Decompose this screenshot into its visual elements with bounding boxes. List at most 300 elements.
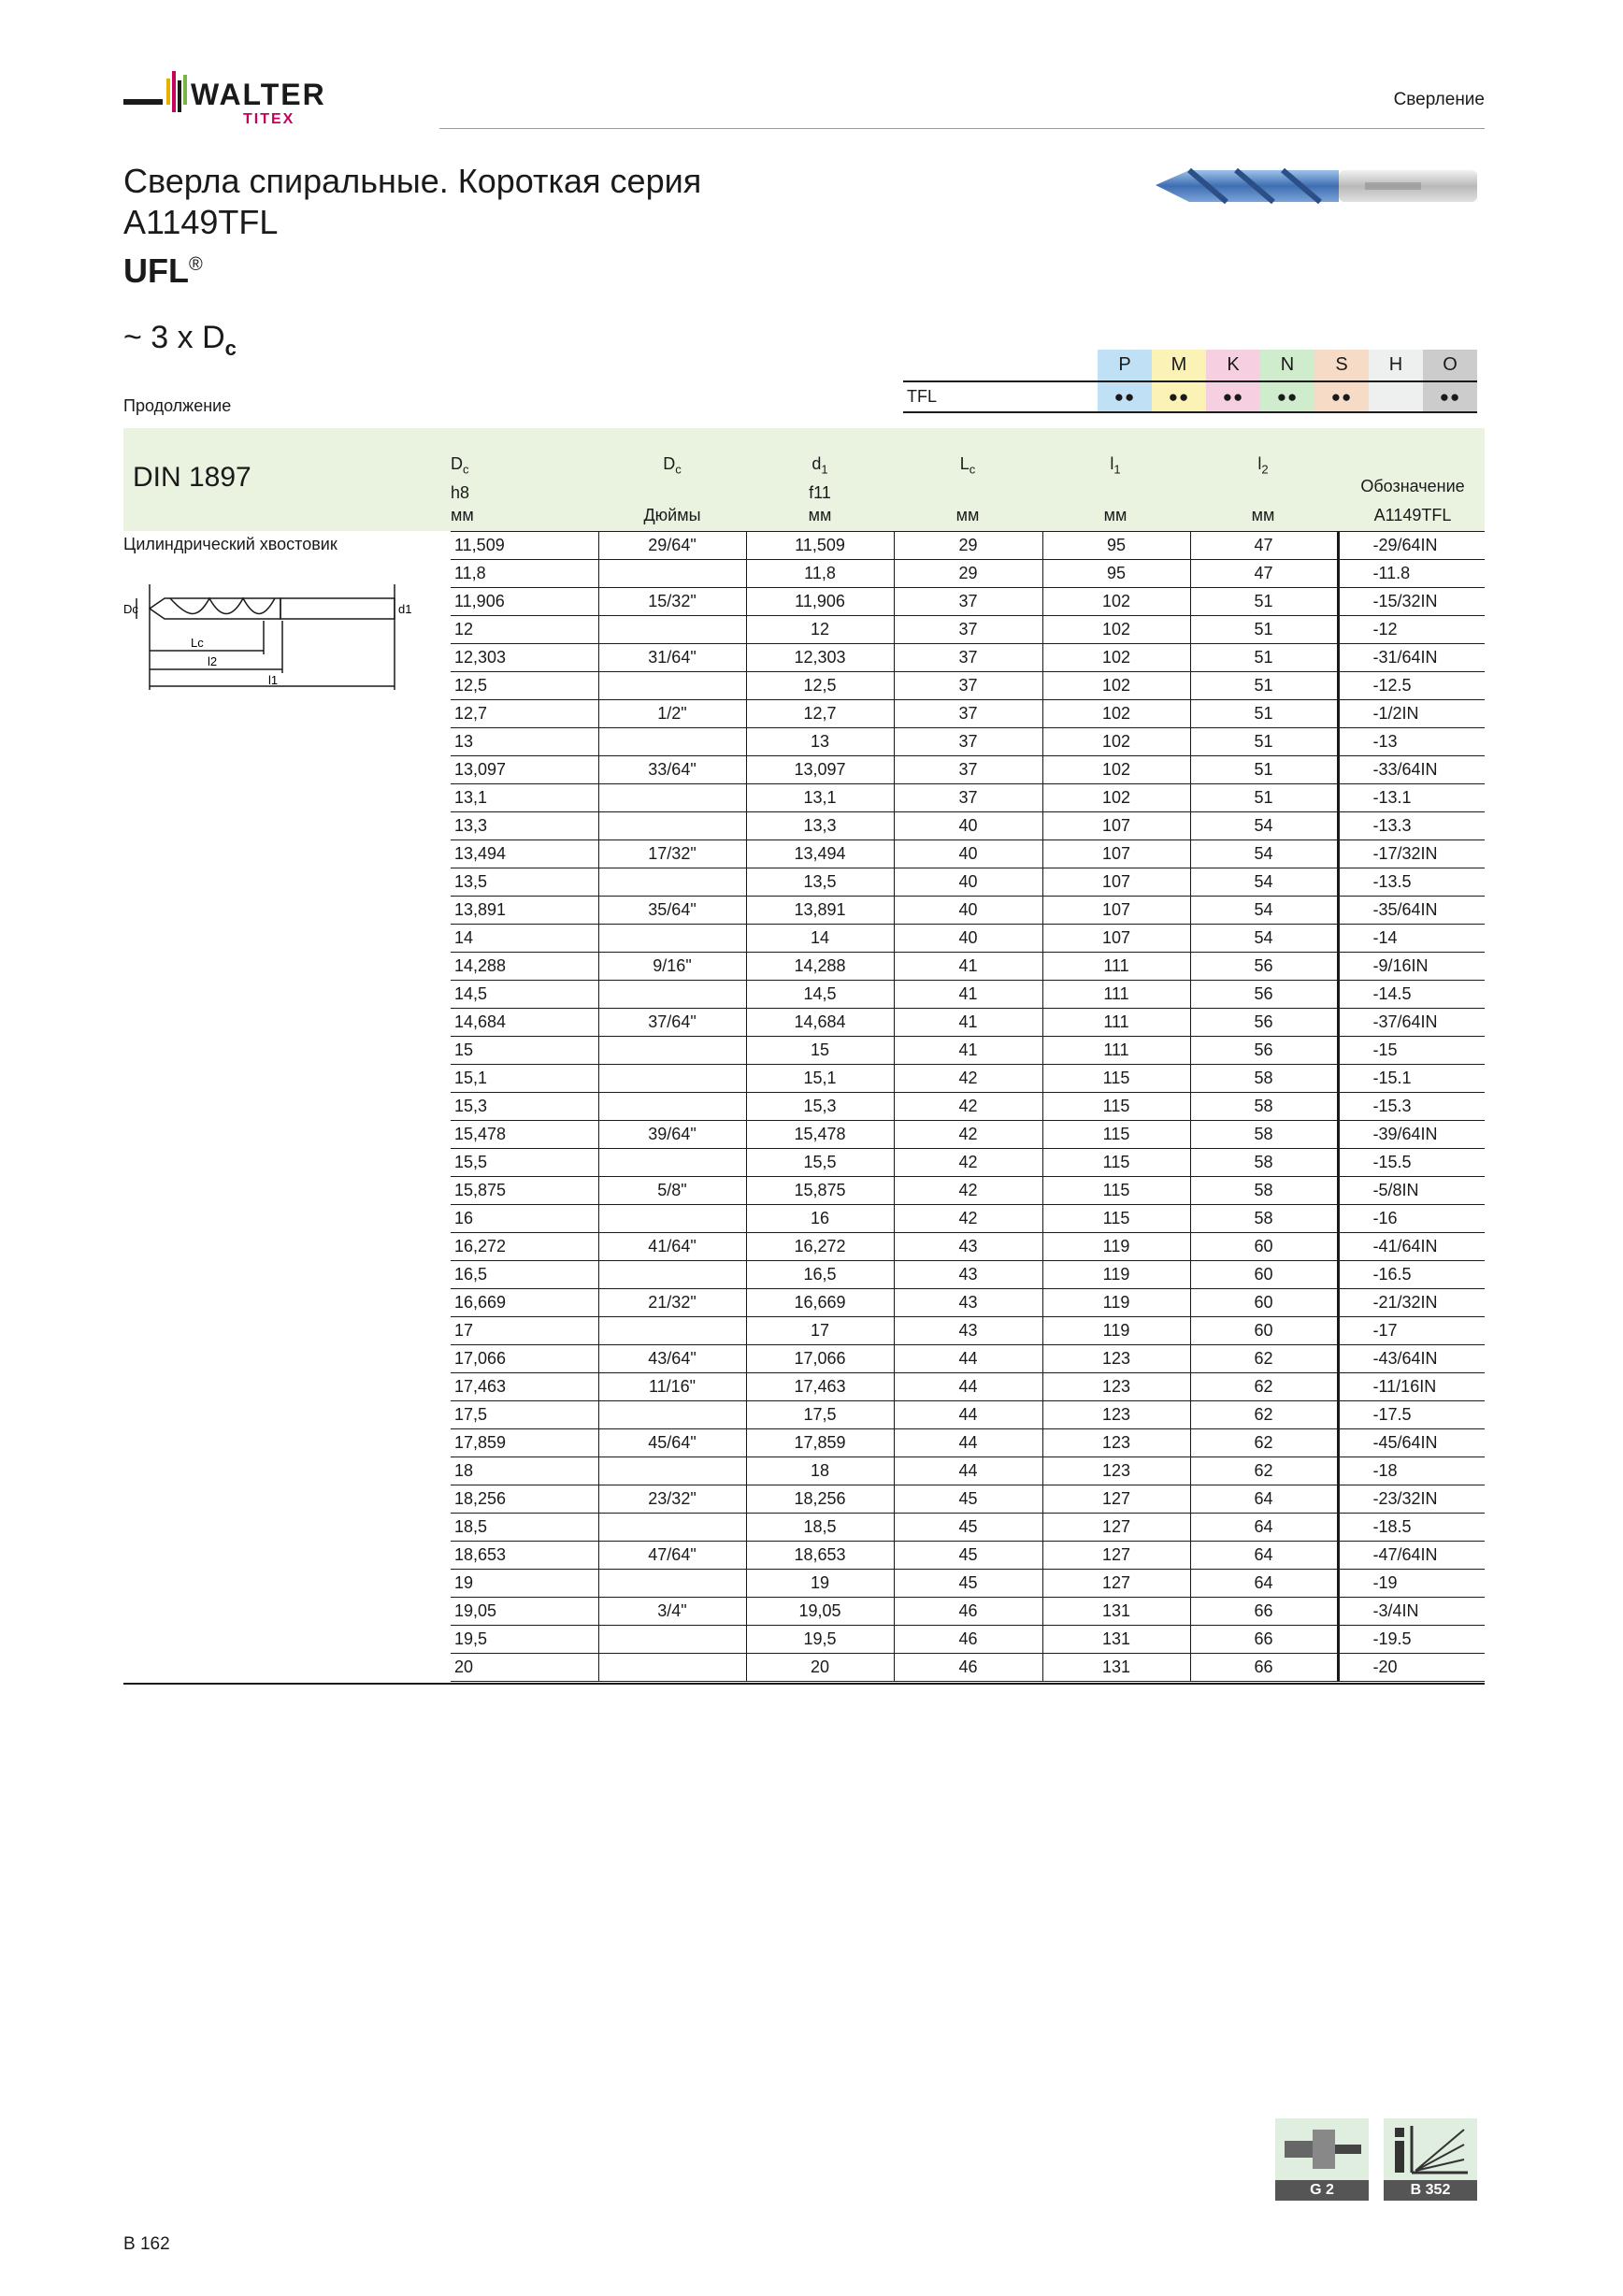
table-cell-d1: 20 [746, 1654, 894, 1682]
table-cell-dc-in: 47/64" [598, 1542, 746, 1570]
table-cell-l1: 119 [1042, 1261, 1190, 1289]
table-cell-d1: 13,5 [746, 868, 894, 897]
standard-label: DIN 1897 [133, 462, 251, 493]
table-cell-code: -15/32IN [1338, 588, 1485, 616]
table-cell-code: -5/8IN [1338, 1177, 1485, 1205]
table-cell-l1: 123 [1042, 1457, 1190, 1485]
table-row [451, 925, 1485, 953]
table-row [451, 1121, 1485, 1149]
header-symbol: d [812, 454, 822, 473]
table-cell-code: -14.5 [1338, 981, 1485, 1009]
table-cell-dc-h8: 16,272 [451, 1233, 598, 1261]
table-cell-d1: 16,669 [746, 1289, 894, 1317]
table-cell-d1: 11,509 [746, 532, 894, 560]
table-cell-d1: 16,5 [746, 1261, 894, 1289]
table-row [451, 1514, 1485, 1542]
table-cell-dc-in: 1/2" [598, 700, 746, 728]
table-cell-l1: 107 [1042, 812, 1190, 840]
table-cell-l1: 95 [1042, 560, 1190, 588]
table-cell-d1: 18,256 [746, 1485, 894, 1514]
drill-dimension-diagram [123, 580, 412, 701]
table-cell-l2: 54 [1190, 925, 1338, 953]
table-cell-d1: 15,3 [746, 1093, 894, 1121]
table-row [451, 1233, 1485, 1261]
table-cell-l1: 119 [1042, 1233, 1190, 1261]
table-cell-dc-h8: 15,3 [451, 1093, 598, 1121]
product-line [123, 243, 701, 293]
table-cell-l1: 115 [1042, 1065, 1190, 1093]
table-cell-dc-in [598, 1149, 746, 1177]
table-cell-dc-h8: 14,288 [451, 953, 598, 981]
table-cell-d1: 16,272 [746, 1233, 894, 1261]
table-cell-dc-in: 17/32" [598, 840, 746, 868]
table-cell-d1: 16 [746, 1205, 894, 1233]
table-cell-d1: 19,5 [746, 1626, 894, 1654]
table-cell-code: -15 [1338, 1037, 1485, 1065]
header-subscript: 2 [1261, 462, 1269, 477]
depth-sub: c [224, 336, 237, 360]
header-symbol: Обозначение [1360, 477, 1465, 495]
table-cell-l2: 62 [1190, 1401, 1338, 1429]
table-cell-l2: 51 [1190, 700, 1338, 728]
table-cell-code: -16.5 [1338, 1261, 1485, 1289]
table-cell-l2: 56 [1190, 953, 1338, 981]
table-cell-dc-in: 21/32" [598, 1289, 746, 1317]
table-cell-code: -31/64IN [1338, 644, 1485, 672]
header-line2 [1189, 481, 1337, 504]
table-row [451, 644, 1485, 672]
table-row [451, 1373, 1485, 1401]
table-cell-l2: 56 [1190, 1037, 1338, 1065]
table-cell-code: -18.5 [1338, 1514, 1485, 1542]
reference-g2[interactable] [1275, 2118, 1369, 2201]
table-cell-d1: 12,7 [746, 700, 894, 728]
table-cell-l2: 51 [1190, 644, 1338, 672]
table-cell-l1: 123 [1042, 1373, 1190, 1401]
header-symbol: l [1257, 454, 1262, 473]
table-cell-l1: 102 [1042, 644, 1190, 672]
table-cell-l1: 115 [1042, 1093, 1190, 1121]
table-cell-d1: 18,5 [746, 1514, 894, 1542]
table-cell-code: -17 [1338, 1317, 1485, 1345]
table-cell-lc: 41 [894, 1037, 1042, 1065]
table-row [451, 1009, 1485, 1037]
material-table [903, 350, 1477, 413]
material-rating-k: ●● [1206, 382, 1260, 411]
table-cell-code: -13 [1338, 728, 1485, 756]
column-header-l1 [1041, 452, 1189, 526]
table-cell-l2: 58 [1190, 1065, 1338, 1093]
table-cell-lc: 45 [894, 1542, 1042, 1570]
table-cell-l1: 127 [1042, 1514, 1190, 1542]
table-cell-dc-in [598, 728, 746, 756]
table-row [451, 953, 1485, 981]
table-cell-l2: 64 [1190, 1570, 1338, 1598]
table-cell-lc: 42 [894, 1065, 1042, 1093]
table-cell-dc-h8: 16 [451, 1205, 598, 1233]
table-cell-dc-in: 9/16" [598, 953, 746, 981]
table-cell-l2: 51 [1190, 756, 1338, 784]
table-cell-dc-h8: 18,256 [451, 1485, 598, 1514]
table-cell-dc-h8: 19,5 [451, 1626, 598, 1654]
table-cell-l2: 62 [1190, 1345, 1338, 1373]
table-cell-code: -9/16IN [1338, 953, 1485, 981]
table-row [451, 560, 1485, 588]
table-cell-code: -41/64IN [1338, 1233, 1485, 1261]
table-cell-lc: 46 [894, 1626, 1042, 1654]
table-cell-l1: 111 [1042, 953, 1190, 981]
table-cell-lc: 45 [894, 1570, 1042, 1598]
table-row [451, 1317, 1485, 1345]
table-cell-dc-h8: 18,653 [451, 1542, 598, 1570]
table-cell-dc-in [598, 1205, 746, 1233]
table-cell-l2: 54 [1190, 897, 1338, 925]
table-cell-code: -3/4IN [1338, 1598, 1485, 1626]
table-cell-code: -19 [1338, 1570, 1485, 1598]
table-cell-lc: 37 [894, 700, 1042, 728]
table-cell-code: -37/64IN [1338, 1009, 1485, 1037]
table-cell-dc-h8: 17,859 [451, 1429, 598, 1457]
table-cell-dc-in: 11/16" [598, 1373, 746, 1401]
table-cell-dc-in: 41/64" [598, 1233, 746, 1261]
table-cell-d1: 17,859 [746, 1429, 894, 1457]
table-row [451, 1037, 1485, 1065]
table-cell-l1: 107 [1042, 897, 1190, 925]
table-cell-d1: 18,653 [746, 1542, 894, 1570]
table-cell-l2: 60 [1190, 1233, 1338, 1261]
table-cell-l1: 131 [1042, 1654, 1190, 1682]
table-cell-l1: 107 [1042, 868, 1190, 897]
table-row [451, 981, 1485, 1009]
brand-text: WALTER [191, 78, 326, 111]
header-subscript: 1 [821, 462, 828, 477]
table-cell-d1: 13,891 [746, 897, 894, 925]
table-cell-code: -11/16IN [1338, 1373, 1485, 1401]
table-cell-dc-h8: 18,5 [451, 1514, 598, 1542]
table-cell-dc-in [598, 784, 746, 812]
table-cell-l1: 119 [1042, 1289, 1190, 1317]
table-cell-code: -47/64IN [1338, 1542, 1485, 1570]
table-cell-dc-in: 5/8" [598, 1177, 746, 1205]
table-cell-l2: 60 [1190, 1289, 1338, 1317]
table-cell-dc-h8: 11,8 [451, 560, 598, 588]
table-cell-l2: 54 [1190, 812, 1338, 840]
table-cell-l2: 62 [1190, 1429, 1338, 1457]
table-row [451, 1654, 1485, 1682]
column-header-lc [894, 452, 1041, 526]
table-cell-lc: 42 [894, 1149, 1042, 1177]
table-cell-l1: 102 [1042, 616, 1190, 644]
table-cell-l1: 127 [1042, 1542, 1190, 1570]
table-cell-lc: 29 [894, 560, 1042, 588]
table-bottom-rule [123, 1683, 1485, 1685]
table-cell-dc-in [598, 981, 746, 1009]
table-cell-code: -13.5 [1338, 868, 1485, 897]
header-symbol: l [1110, 454, 1114, 473]
table-cell-d1: 11,906 [746, 588, 894, 616]
table-cell-dc-h8: 11,509 [451, 532, 598, 560]
table-cell-d1: 11,8 [746, 560, 894, 588]
table-row [451, 672, 1485, 700]
table-cell-l2: 66 [1190, 1626, 1338, 1654]
product-code: A1149TFL [123, 203, 279, 241]
table-cell-lc: 43 [894, 1317, 1042, 1345]
info-chart-icon [1384, 2118, 1477, 2180]
table-cell-code: -21/32IN [1338, 1289, 1485, 1317]
table-cell-l1: 102 [1042, 700, 1190, 728]
table-cell-dc-in [598, 812, 746, 840]
table-cell-d1: 13,1 [746, 784, 894, 812]
material-group-p: P [1098, 350, 1152, 380]
table-cell-lc: 44 [894, 1373, 1042, 1401]
table-cell-dc-in: 29/64" [598, 532, 746, 560]
table-cell-lc: 44 [894, 1457, 1042, 1485]
header-divider [439, 128, 1485, 129]
table-row [451, 1429, 1485, 1457]
table-cell-d1: 19,05 [746, 1598, 894, 1626]
table-cell-dc-in: 43/64" [598, 1345, 746, 1373]
table-cell-dc-in [598, 1401, 746, 1429]
table-cell-dc-h8: 15,478 [451, 1121, 598, 1149]
d1-diagram-label: d1 [398, 602, 412, 616]
table-cell-dc-h8: 13 [451, 728, 598, 756]
table-cell-code: -16 [1338, 1205, 1485, 1233]
table-cell-l2: 60 [1190, 1261, 1338, 1289]
table-row [451, 756, 1485, 784]
table-cell-dc-in: 33/64" [598, 756, 746, 784]
dimensions-table [451, 531, 1485, 1682]
table-cell-lc: 44 [894, 1401, 1042, 1429]
table-cell-l1: 102 [1042, 784, 1190, 812]
brand-sub-text: TITEX [243, 111, 295, 127]
table-cell-d1: 17,066 [746, 1345, 894, 1373]
reference-label: B 352 [1384, 2180, 1477, 2201]
header-unit: мм [1103, 505, 1127, 524]
table-cell-code: -20 [1338, 1654, 1485, 1682]
material-dots-row [903, 380, 1477, 413]
table-cell-d1: 17,463 [746, 1373, 894, 1401]
table-cell-dc-h8: 14 [451, 925, 598, 953]
table-cell-d1: 17 [746, 1317, 894, 1345]
table-cell-lc: 40 [894, 840, 1042, 868]
table-cell-l1: 102 [1042, 728, 1190, 756]
table-cell-l1: 123 [1042, 1345, 1190, 1373]
table-cell-l2: 51 [1190, 728, 1338, 756]
table-cell-dc-in [598, 1065, 746, 1093]
registered-mark: ® [188, 254, 203, 275]
table-cell-dc-in [598, 1654, 746, 1682]
header-unit: A1149TFL [1373, 505, 1452, 524]
table-cell-l2: 58 [1190, 1177, 1338, 1205]
table-cell-d1: 12,5 [746, 672, 894, 700]
table-cell-code: -15.3 [1338, 1093, 1485, 1121]
table-cell-d1: 15,5 [746, 1149, 894, 1177]
table-cell-l1: 115 [1042, 1121, 1190, 1149]
table-cell-l2: 51 [1190, 616, 1338, 644]
material-group-n: N [1260, 350, 1314, 380]
table-cell-code: -19.5 [1338, 1626, 1485, 1654]
table-cell-d1: 15 [746, 1037, 894, 1065]
table-row [451, 1542, 1485, 1570]
depth-label [123, 320, 237, 361]
table-cell-l1: 119 [1042, 1317, 1190, 1345]
table-cell-dc-h8: 19,05 [451, 1598, 598, 1626]
table-cell-code: -35/64IN [1338, 897, 1485, 925]
table-cell-dc-in: 39/64" [598, 1121, 746, 1149]
table-cell-d1: 17,5 [746, 1401, 894, 1429]
table-cell-l2: 62 [1190, 1373, 1338, 1401]
table-cell-l1: 131 [1042, 1598, 1190, 1626]
table-cell-dc-h8: 19 [451, 1570, 598, 1598]
page-number: B 162 [123, 2234, 170, 2254]
table-row [451, 1065, 1485, 1093]
table-cell-dc-in [598, 1317, 746, 1345]
table-cell-l2: 58 [1190, 1149, 1338, 1177]
table-cell-d1: 13 [746, 728, 894, 756]
table-cell-code: -33/64IN [1338, 756, 1485, 784]
table-cell-l1: 107 [1042, 840, 1190, 868]
table-row [451, 1570, 1485, 1598]
shank-label: Цилиндрический хвостовик [123, 535, 338, 553]
table-cell-dc-h8: 13,891 [451, 897, 598, 925]
table-cell-l2: 60 [1190, 1317, 1338, 1345]
table-cell-lc: 37 [894, 728, 1042, 756]
material-rating-o: ●● [1423, 382, 1477, 411]
reference-b352[interactable] [1384, 2118, 1477, 2201]
table-cell-dc-in: 31/64" [598, 644, 746, 672]
table-cell-dc-h8: 12,303 [451, 644, 598, 672]
table-cell-d1: 14 [746, 925, 894, 953]
table-cell-dc-h8: 17 [451, 1317, 598, 1345]
table-cell-dc-in [598, 1514, 746, 1542]
table-cell-dc-in [598, 1457, 746, 1485]
table-cell-l2: 56 [1190, 1009, 1338, 1037]
header-unit: мм [808, 505, 832, 524]
header-unit: мм [955, 505, 980, 524]
table-cell-code: -11.8 [1338, 560, 1485, 588]
header-subscript: c [969, 462, 976, 477]
table-row [451, 784, 1485, 812]
l2-diagram-label: l2 [208, 654, 218, 668]
table-row [451, 616, 1485, 644]
continuation-label: Продолжение [123, 396, 232, 415]
table-cell-l2: 54 [1190, 840, 1338, 868]
table-cell-d1: 12,303 [746, 644, 894, 672]
material-group-m: M [1152, 350, 1206, 380]
table-cell-dc-h8: 13,1 [451, 784, 598, 812]
section-label: Сверление [1393, 90, 1485, 109]
table-cell-l1: 131 [1042, 1626, 1190, 1654]
table-row [451, 1149, 1485, 1177]
table-row [451, 840, 1485, 868]
table-cell-lc: 41 [894, 953, 1042, 981]
table-cell-lc: 37 [894, 616, 1042, 644]
table-cell-lc: 44 [894, 1345, 1042, 1373]
header-line2 [598, 481, 746, 504]
table-row [451, 1345, 1485, 1373]
table-cell-l2: 58 [1190, 1121, 1338, 1149]
table-cell-lc: 37 [894, 784, 1042, 812]
table-cell-lc: 37 [894, 588, 1042, 616]
table-cell-dc-in: 15/32" [598, 588, 746, 616]
table-cell-d1: 12 [746, 616, 894, 644]
table-cell-lc: 37 [894, 756, 1042, 784]
table-cell-l1: 102 [1042, 756, 1190, 784]
material-group-s: S [1314, 350, 1369, 380]
table-cell-code: -17.5 [1338, 1401, 1485, 1429]
table-header [123, 428, 1485, 531]
table-cell-dc-h8: 14,5 [451, 981, 598, 1009]
table-cell-dc-in [598, 1037, 746, 1065]
table-cell-dc-in: 3/4" [598, 1598, 746, 1626]
table-cell-l1: 123 [1042, 1429, 1190, 1457]
table-cell-lc: 42 [894, 1177, 1042, 1205]
table-cell-l1: 127 [1042, 1485, 1190, 1514]
table-cell-dc-in [598, 1261, 746, 1289]
table-cell-code: -13.1 [1338, 784, 1485, 812]
table-row [451, 1289, 1485, 1317]
table-cell-lc: 45 [894, 1514, 1042, 1542]
lc-diagram-label: Lc [191, 636, 204, 650]
table-cell-dc-h8: 12,7 [451, 700, 598, 728]
column-header-l2 [1189, 452, 1337, 526]
table-cell-dc-in: 45/64" [598, 1429, 746, 1457]
table-cell-code: -39/64IN [1338, 1121, 1485, 1149]
table-cell-dc-h8: 17,5 [451, 1401, 598, 1429]
table-cell-dc-h8: 13,5 [451, 868, 598, 897]
table-cell-d1: 15,875 [746, 1177, 894, 1205]
material-rating-h [1369, 382, 1423, 411]
table-cell-d1: 15,1 [746, 1065, 894, 1093]
material-row-label: TFL [907, 387, 938, 406]
material-group-o: O [1423, 350, 1477, 380]
walter-titex-logo [123, 58, 404, 133]
table-cell-d1: 15,478 [746, 1121, 894, 1149]
table-cell-lc: 42 [894, 1121, 1042, 1149]
material-group-h: H [1369, 350, 1423, 380]
column-header-dc-h8 [451, 452, 598, 526]
table-cell-l1: 123 [1042, 1401, 1190, 1429]
drill-image [1152, 157, 1481, 215]
table-cell-lc: 41 [894, 981, 1042, 1009]
table-cell-dc-in [598, 560, 746, 588]
material-rating-s: ●● [1314, 382, 1369, 411]
table-row [451, 868, 1485, 897]
table-cell-lc: 40 [894, 897, 1042, 925]
column-header-dc-in [598, 452, 746, 526]
header-subscript: c [463, 462, 469, 477]
header-unit: мм [1251, 505, 1275, 524]
table-cell-d1: 13,097 [746, 756, 894, 784]
material-header-row [1098, 350, 1477, 380]
table-cell-l2: 47 [1190, 532, 1338, 560]
depth-prefix: ~ 3 x D [123, 320, 225, 355]
table-cell-dc-h8: 18 [451, 1457, 598, 1485]
header-unit: Дюймы [643, 505, 701, 524]
table-cell-d1: 14,5 [746, 981, 894, 1009]
table-cell-l2: 64 [1190, 1542, 1338, 1570]
tool-holder-icon [1275, 2118, 1369, 2180]
table-cell-lc: 37 [894, 672, 1042, 700]
table-cell-dc-in [598, 1093, 746, 1121]
table-cell-lc: 42 [894, 1205, 1042, 1233]
title-block [123, 161, 701, 293]
table-cell-dc-in [598, 868, 746, 897]
table-cell-lc: 46 [894, 1598, 1042, 1626]
table-cell-dc-h8: 15 [451, 1037, 598, 1065]
table-cell-lc: 43 [894, 1261, 1042, 1289]
table-cell-l2: 51 [1190, 784, 1338, 812]
